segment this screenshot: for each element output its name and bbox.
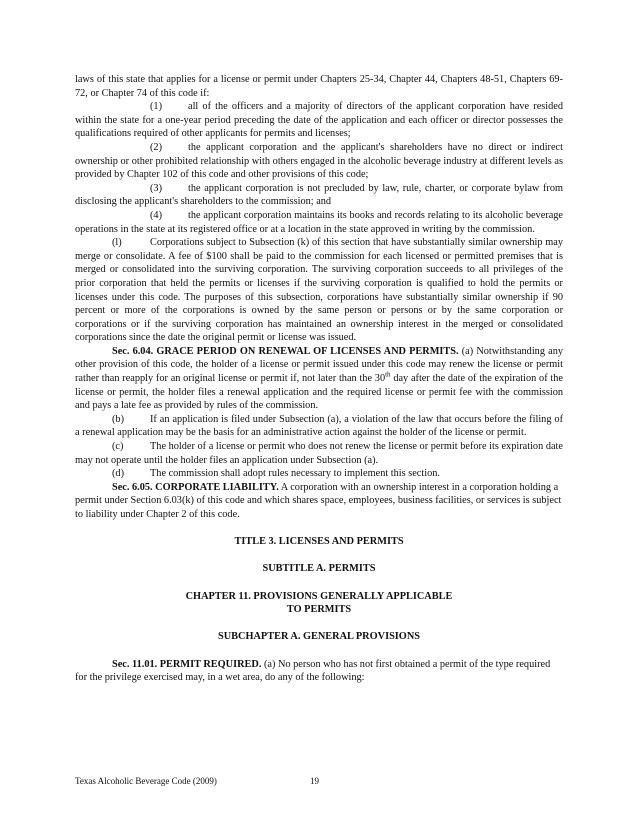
subsection-c bbox=[75, 440, 563, 467]
section-heading: Sec. 6.04. GRACE PERIOD ON RENEWAL OF LICENSES AND PERMITS. bbox=[112, 345, 459, 357]
list-item-2 bbox=[75, 141, 563, 182]
page-number: 19 bbox=[310, 776, 319, 786]
section-text: (a) Notwithstanding any other provision of this code, the holder of a license or permit issued under this code may renew the license or permit rather than reapply for an original license or permit if, not later than the 30 bbox=[75, 345, 563, 385]
chapter-heading-line1: CHAPTER 11. PROVISIONS GENERALLY APPLICABLE bbox=[185, 590, 453, 602]
subsection-label: (b) bbox=[112, 413, 125, 425]
subsection-l bbox=[75, 236, 563, 345]
item-text: the applicant corporation maintains its books and records relating to its alcoholic beverage operations in the state at its registered office or at a location in the state approved in writing by the commission. bbox=[75, 209, 563, 235]
section-11-01 bbox=[75, 658, 563, 685]
subsection-text: The holder of a license or permit who does not renew the license or permit before its expiration date may not operate until the holder files an application under Subsection (a). bbox=[75, 441, 563, 466]
subsection-text: The commission shall adopt rules necessary to implement this section. bbox=[150, 468, 440, 480]
section-text: (a) No person who has not first obtained a permit of the type required for the privilege exercised may, in a wet area, do any of the following: bbox=[75, 658, 551, 684]
subsection-text: If an application is filed under Subsection (a), a violation of the law that occurs before the filing of a renewal application may be the basis for an administrative action against the holder of the license or permit. bbox=[75, 413, 563, 439]
subsection-label: (l) bbox=[112, 237, 122, 249]
list-item-3 bbox=[75, 182, 563, 209]
subtitle-heading: SUBTITLE A. PERMITS bbox=[262, 563, 376, 575]
item-number: (2) bbox=[150, 141, 163, 153]
chapter-heading-line2: TO PERMITS bbox=[286, 604, 352, 616]
section-text-cont: day after the date of the expiration of the license or permit, the holder files a renewal application and the required license or permit fee with the commission and pays a late fee as provided by rules of the commission. bbox=[75, 373, 563, 412]
subsection-b bbox=[75, 413, 563, 440]
paragraph-continuation: laws of this state that applies for a license or permit under Chapters 25-34, Chapter 44, Chapters 48-51, Chapters 69-72, or Chapter 74 of this code if: bbox=[75, 74, 563, 99]
item-number: (4) bbox=[150, 209, 163, 221]
subsection-label: (c) bbox=[112, 441, 124, 453]
section-6-05 bbox=[75, 481, 563, 522]
subsection-d bbox=[75, 467, 563, 481]
item-text: the applicant corporation is not precluded by law, rule, charter, or corporate bylaw from disclosing the applicant's shareholders to the commission; and bbox=[75, 182, 563, 208]
footer-document-name: Texas Alcoholic Beverage Code (2009) bbox=[75, 776, 217, 786]
list-item-1 bbox=[75, 100, 563, 141]
item-number: (3) bbox=[150, 182, 163, 194]
ordinal-suffix: th bbox=[385, 370, 391, 379]
item-text: the applicant corporation and the applicant's shareholders have no direct or indirect ownership or other prohibited relationship with others engaged in the alcoholic beverage industry at different levels as provided by Chapter 102 of this code and other provisions of this code; bbox=[75, 141, 563, 181]
subchapter-heading: SUBCHAPTER A. GENERAL PROVISIONS bbox=[218, 631, 420, 643]
subsection-label: (d) bbox=[112, 468, 125, 480]
item-text: all of the officers and a majority of directors of the applicant corporation have resided within the state for a one-year period preceding the date of the application and each officer or director possesses the qualifications required of other applicants for permits and licenses; bbox=[75, 101, 563, 140]
title-heading: TITLE 3. LICENSES AND PERMITS bbox=[234, 536, 404, 548]
list-item-4 bbox=[75, 209, 563, 236]
section-text: A corporation with an ownership interest in a corporation holding a permit under Section 6.03(k) of this code and which shares space, employees, business facilities, or services is subject to liability under Chapter 2 of this code. bbox=[75, 481, 562, 520]
subsection-text: Corporations subject to Subsection (k) of this section that have substantially similar ownership may merge or consolidate. A fee of $100 shall be paid to the commission for each licensed or permitted premises that is merged or consolidated into the surviving corporation. The surviving corporation succeeds to all privileges of the prior corporation that held the permits or licenses if the surviving corporation is qualified to hold the permits or licenses under this code. The purposes of this subsection, corporations have substantially similar ownership if 90 percent or more of the corporations is owned by the same person or persons or by the same corporation or corporations or if the surviving corporation has maintained an ownership interest in the merged or consolidated corporations since the date the original permit or license was issued. bbox=[75, 237, 563, 344]
section-6-04 bbox=[75, 345, 563, 413]
section-heading: Sec. 11.01. PERMIT REQUIRED. bbox=[112, 658, 262, 670]
item-number: (1) bbox=[150, 101, 163, 113]
document-page bbox=[75, 73, 563, 685]
section-heading: Sec. 6.05. CORPORATE LIABILITY. bbox=[112, 481, 279, 493]
